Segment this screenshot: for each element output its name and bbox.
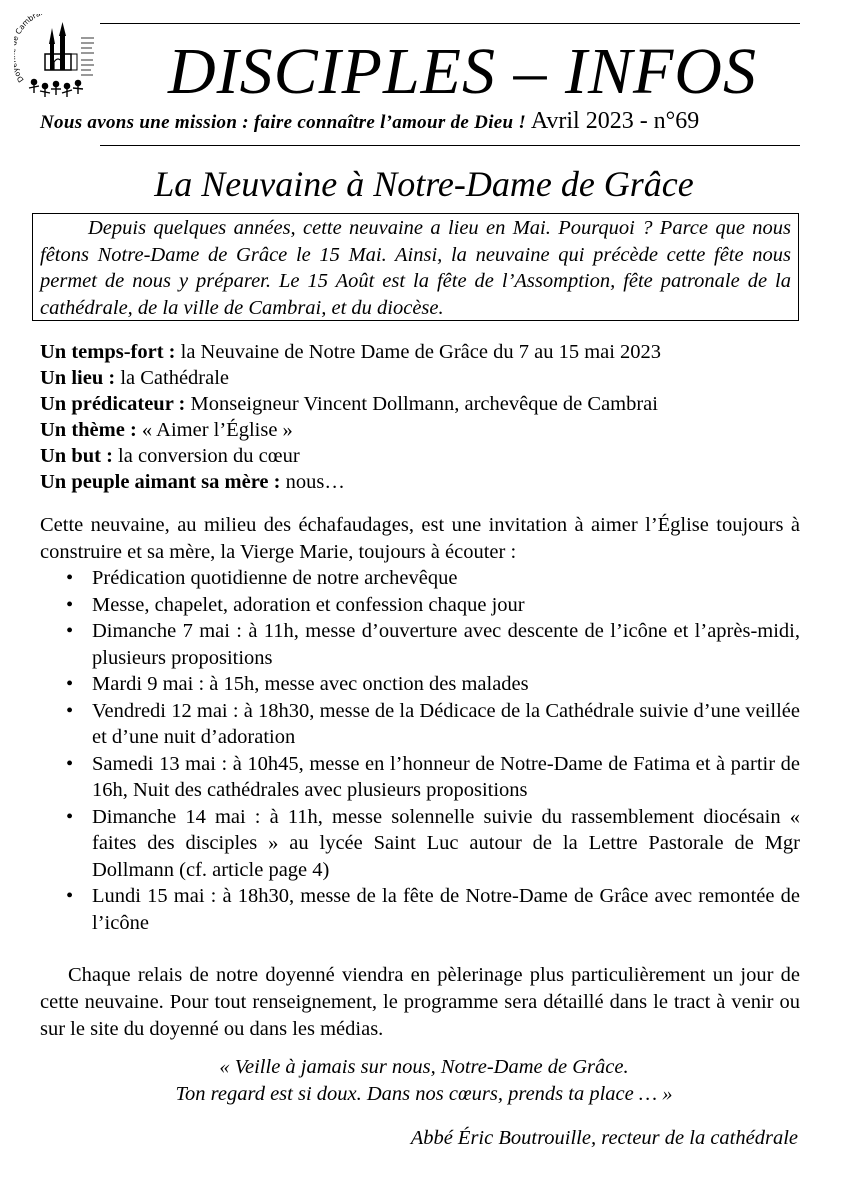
- fact-item: [40, 469, 810, 495]
- fact-value: la conversion du cœur: [118, 445, 300, 467]
- fact-value: « Aimer l’Église »: [141, 419, 293, 441]
- issue-info: Avril 2023 - n°69: [530, 108, 700, 134]
- program-section: [40, 512, 800, 936]
- fact-value: Monseigneur Vincent Dollmann, archevêque de Cambrai: [190, 393, 658, 415]
- deanery-logo: [14, 14, 106, 110]
- fact-label: Un temps-fort :: [40, 341, 176, 363]
- bullet-icon: •: [66, 620, 74, 642]
- quote-line: « Veille à jamais sur nous, Notre-Dame de Grâce.: [219, 1056, 629, 1078]
- newsletter-title: DISCIPLES – INFOS: [168, 35, 757, 108]
- fact-label: Un but :: [40, 445, 113, 467]
- fact-value: nous…: [285, 471, 345, 493]
- fact-item: [40, 365, 810, 391]
- bullet-icon: •: [66, 567, 74, 589]
- fact-label: Un thème :: [40, 419, 137, 441]
- fact-value: la Neuvaine de Notre Dame de Grâce du 7 au 15 mai 2023: [180, 341, 662, 363]
- facts-list: [40, 339, 810, 495]
- list-item-text: Vendredi 12 mai : à 18h30, messe de la Dédicace de la Cathédrale suivie d’une veillée et d’une nuit d’adoration: [92, 699, 800, 748]
- list-item-text: Samedi 13 mai : à 10h45, messe en l’honneur de Notre-Dame de Fatima et à partir de 16h, Nuit des cathédrales avec plusieurs propositions: [92, 752, 800, 801]
- fact-value: la Cathédrale: [120, 367, 230, 389]
- list-item-text: Dimanche 7 mai : à 11h, messe d’ouverture avec descente de l’icône et l’après-midi, plusieurs propositions: [92, 620, 800, 669]
- program-intro: Cette neuvaine, au milieu des échafaudages, est une invitation à aimer l’Église toujours à construire et sa mère, la Vierge Marie, toujours à écouter :: [40, 514, 800, 563]
- list-item: [40, 698, 800, 751]
- bullet-icon: •: [66, 699, 74, 722]
- bullet-icon: •: [66, 885, 74, 907]
- bullet-icon: •: [66, 805, 74, 828]
- list-item-text: Prédication quotidienne de notre archevêque: [92, 567, 458, 589]
- list-item: [40, 618, 800, 671]
- bullet-icon: •: [66, 593, 74, 616]
- header-bottom-rule: [100, 145, 800, 146]
- article-headline: La Neuvaine à Notre-Dame de Grâce: [154, 164, 694, 204]
- fact-item: [40, 417, 810, 443]
- fact-label: Un prédicateur :: [40, 393, 186, 415]
- list-item-text: Lundi 15 mai : à 18h30, messe de la fête de Notre-Dame de Grâce avec remontée de l’icône: [92, 885, 800, 934]
- svg-text:Doyenné de Cambrai: D Cambr: [14, 14, 38, 85]
- list-item-text: Mardi 9 mai : à 15h, messe avec onction des malades: [92, 673, 529, 695]
- program-list: [40, 565, 800, 936]
- list-item-text: Messe, chapelet, adoration et confession chaque jour: [92, 593, 525, 616]
- author-signature: Abbé Éric Boutrouille, recteur de la cathédrale: [410, 1127, 798, 1149]
- closing-section: [40, 962, 800, 1043]
- list-item: [40, 565, 800, 592]
- list-item: [40, 883, 800, 936]
- fact-item: [40, 391, 810, 417]
- quote-line: Ton regard est si doux. Dans nos cœurs, prends ta place … »: [175, 1083, 673, 1105]
- fact-item: [40, 339, 810, 365]
- list-item: [40, 804, 800, 884]
- closing-paragraph: Chaque relais de notre doyenné viendra en pèlerinage plus particulièrement un jour de cette neuvaine. Pour tout renseignement, le programme sera détaillé dans le tract à venir ou sur le site du doyenné ou dans les médias.: [40, 964, 800, 1040]
- list-item: [40, 592, 800, 619]
- list-item: [40, 751, 800, 804]
- list-item-text: Dimanche 14 mai : à 11h, messe solennelle suivie du rassemblement diocésain « faites des disciples » au lycée Saint Luc autour de la Lettre Pastorale de Mgr Dollmann (cf. article page 4): [92, 805, 800, 881]
- header-top-rule: [100, 23, 800, 24]
- newsletter-motto: Nous avons une mission : faire connaître l’amour de Dieu !: [40, 112, 527, 133]
- intro-text: Depuis quelques années, cette neuvaine a lieu en Mai. Pourquoi ? Parce que nous fêtons Notre-Dame de Grâce le 15 Mai. Ainsi, la neuvaine qui précède cette fête nous permet de nous y préparer. Le 15 Août est la fête de l’Assomption, fête patronale de la cathédrale, de la ville de Cambrai, et du diocèse.: [40, 217, 791, 319]
- prayer-quote: [0, 1054, 848, 1108]
- bullet-icon: •: [66, 752, 74, 775]
- bullet-icon: •: [66, 673, 74, 695]
- list-item: [40, 671, 800, 698]
- fact-label: Un lieu :: [40, 367, 116, 389]
- fact-item: [40, 443, 810, 469]
- intro-box: [32, 213, 799, 321]
- fact-label: Un peuple aimant sa mère :: [40, 471, 281, 493]
- tagline-row: [40, 108, 699, 135]
